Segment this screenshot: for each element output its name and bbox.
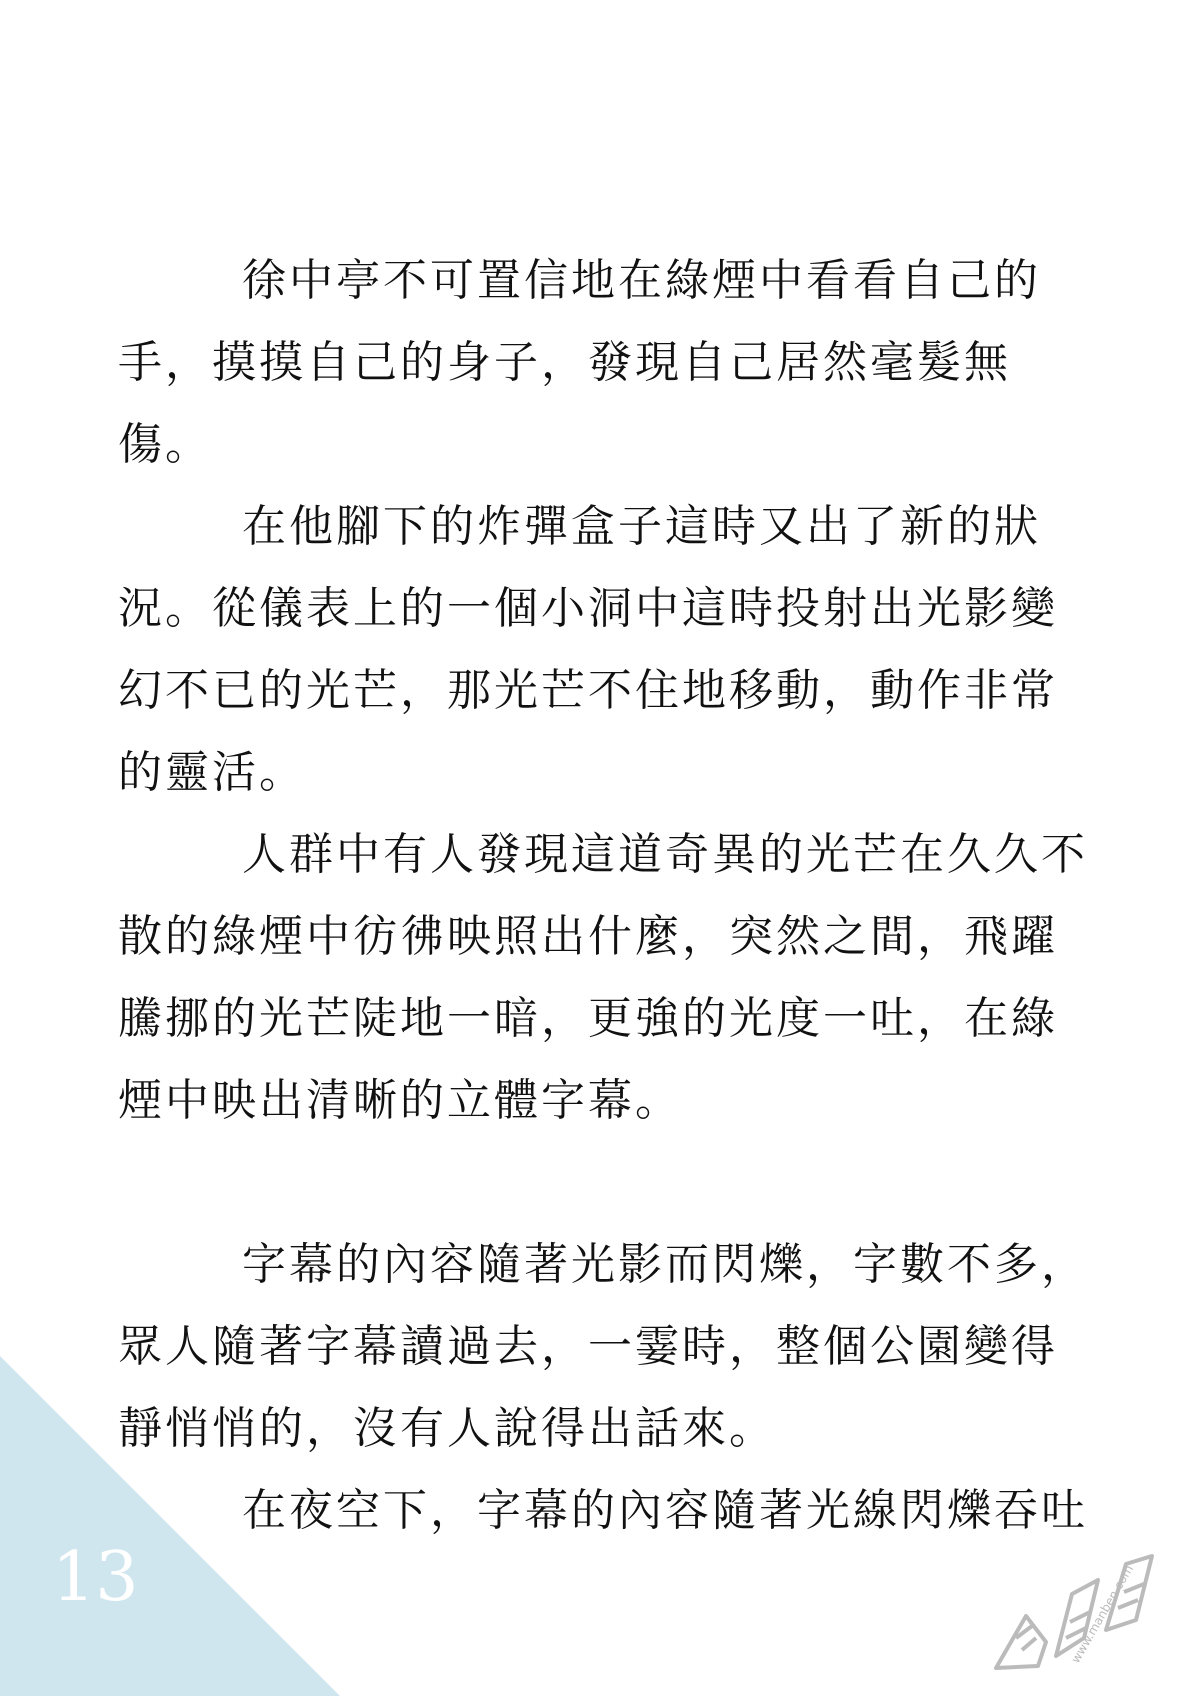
paragraph: 字幕的內容隨著光影而閃爍，字數不多，眾人隨著字幕讀過去，一霎時，整個公園變得靜悄悄的，沒有人說得出話來。 (118, 1239, 1088, 1454)
watermark-url: www.manben.com (1068, 1562, 1137, 1666)
watermark-logo-icon (986, 1546, 1166, 1676)
paragraph: 在夜空下，字幕的內容隨著光線閃爍吞吐 (242, 1485, 1088, 1536)
section-gap (118, 1142, 1088, 1224)
watermark-logo-text (986, 1546, 989, 1547)
paragraph: 在他腳下的炸彈盒子這時又出了新的狀況。從儀表上的一個小洞中這時投射出光影變幻不已的光芒，那光芒不住地移動，動作非常的靈活。 (118, 501, 1058, 798)
paragraph: 徐中亭不可置信地在綠煙中看看自己的手，摸摸自己的身子，發現自己居然毫髮無傷。 (118, 255, 1041, 470)
page-number: 13 (52, 1538, 139, 1617)
body-text (118, 240, 1088, 1552)
watermark (986, 1546, 1166, 1676)
paragraph: 人群中有人發現這道奇異的光芒在久久不散的綠煙中彷彿映照出什麼，突然之間，飛躍騰挪的光芒陡地一暗，更強的光度一吐，在綠煙中映出清晰的立體字幕。 (118, 829, 1088, 1126)
